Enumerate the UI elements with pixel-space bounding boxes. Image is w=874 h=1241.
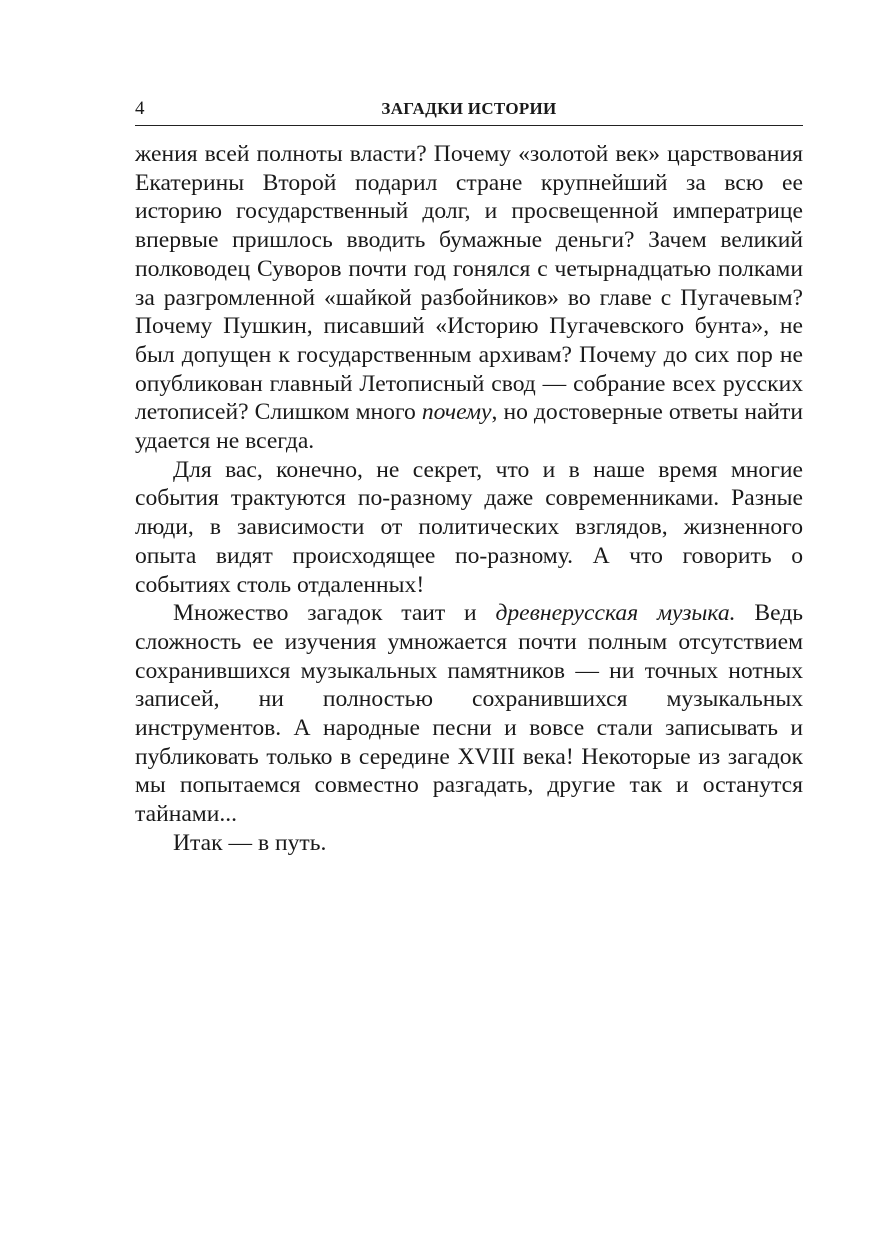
paragraph-text: , но достоверные ответы найти удается не всегда. <box>135 399 803 455</box>
paragraph-text: Ведь сложность ее изучения умножается почти полным отсутствием сохранившихся музыкальных памятников — ни точных нотных записей, ни полностью сохранившихся музыкальных инструментов. А народные песни и вовсе стали записывать и публиковать только в середине XVIII века! Некоторые из загадок мы попытаемся совместно разгадать, другие так и останутся тайнами... <box>135 600 804 828</box>
paragraph-text: Множество загадок таит и <box>173 600 496 627</box>
page-header <box>135 95 803 126</box>
emphasis-text: почему <box>421 399 492 426</box>
emphasis-text: древнерусская музыка. <box>495 600 736 627</box>
paragraph-text: жения всей полноты власти? Почему «золотой век» царствования Екатерины Второй подарил стране крупнейший за всю ее историю государственный долг, и просвещенной императрице впервые пришлось вводить бумажные деньги? Зачем великий полководец Суворов почти год гонялся с четырнадцатью полками за разгромленной «шайкой разбойников» во главе с Пугачевым? Почему Пушкин, писавший «Историю Пугачевского бунта», не был допущен к государственным архивам? Почему до сих пор не опубликован главный Летописный свод — собрание всех русских летописей? Слишком много <box>135 141 803 426</box>
page-number: 4 <box>135 98 145 119</box>
paragraph: Для вас, конечно, не секрет, что и в наше время многие события трактуются по-разному даже современниками. Разные люди, в зависимости от политических взглядов, жизненного опыта видят происходящее по-разному. А что говорить о событиях столь отдаленных! <box>135 456 803 598</box>
paragraph-continued <box>135 140 803 456</box>
body-text <box>135 140 803 858</box>
running-title: ЗАГАДКИ ИСТОРИИ <box>381 99 557 118</box>
paragraph <box>135 599 803 829</box>
paragraph-closing: Итак — в путь. <box>173 829 327 856</box>
